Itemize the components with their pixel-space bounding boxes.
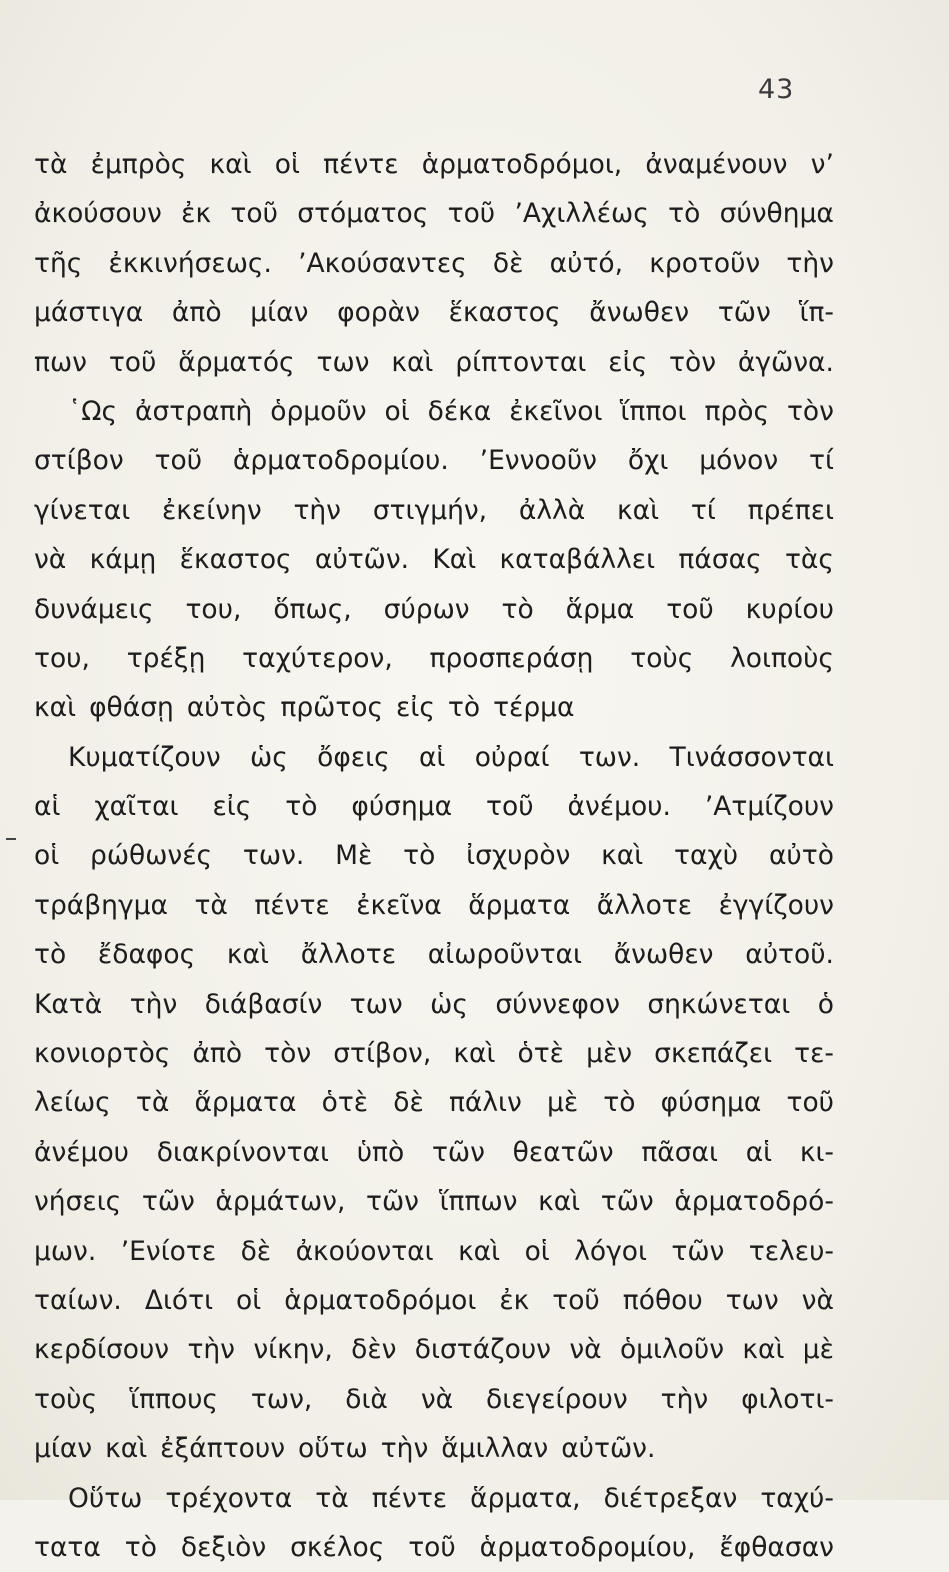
word: αἱ	[34, 791, 61, 823]
text-line	[34, 683, 834, 732]
word: Τινάσσονται	[669, 741, 834, 773]
word: πέντε	[323, 149, 399, 180]
word: κάμῃ	[89, 544, 157, 576]
word: των	[316, 346, 370, 378]
word: τελευ-	[748, 1235, 834, 1267]
word: λείως	[34, 1087, 111, 1119]
word: ἅρματα	[194, 1087, 297, 1119]
word: αὐτὸ	[768, 840, 834, 872]
word: σύννεφον	[495, 988, 620, 1020]
text-line	[34, 140, 834, 189]
word: τὰ	[34, 149, 68, 180]
word: Μὲ	[335, 840, 373, 872]
word: οἱ	[236, 1284, 262, 1316]
word: ἔφθασαν	[719, 1531, 834, 1563]
word: νὰ	[34, 544, 67, 576]
word: πᾶσαι	[641, 1136, 718, 1168]
word: εἰς	[608, 346, 648, 378]
text-line	[34, 486, 834, 535]
word: τρέχοντα	[165, 1482, 293, 1514]
word: καὶ	[391, 346, 434, 378]
word: ἄλλοτε	[300, 939, 397, 971]
text-line	[34, 831, 834, 880]
word: σύρων	[383, 593, 470, 625]
word: ἵππων	[439, 1186, 518, 1218]
word: δεξιὸν	[180, 1531, 267, 1563]
word: ἕκαστος	[448, 297, 561, 329]
word: ’Ακούσαντες	[298, 247, 467, 279]
word: ἐκείνην	[161, 494, 262, 526]
word: αἱ	[745, 1136, 773, 1168]
word: τὴν	[187, 1334, 235, 1366]
word: καὶ	[458, 1235, 501, 1267]
word: οὐραί	[474, 741, 550, 773]
word: διὰ	[345, 1383, 388, 1415]
word: ὁμιλοῦν	[619, 1334, 725, 1366]
word: ἀνέμου	[34, 1136, 130, 1168]
word: τὴν	[660, 1383, 709, 1415]
word: ἀλλὰ	[518, 494, 586, 526]
text-line	[34, 387, 834, 436]
word: διστάζουν	[414, 1334, 551, 1366]
word: ὁρμοῦν	[270, 395, 367, 427]
word: ἐγγίζουν	[718, 889, 834, 921]
word: τέρμα	[493, 692, 575, 724]
word: ἀστραπὴ	[135, 395, 253, 427]
word: ὡς	[250, 741, 288, 773]
word: ἅρματα	[468, 889, 571, 921]
word: αὐτό,	[549, 247, 624, 279]
word: ταίων.	[34, 1284, 122, 1316]
word: φύσημα	[351, 791, 453, 823]
text-line	[34, 1177, 834, 1226]
text-line	[34, 535, 834, 584]
word: τε-	[794, 1038, 834, 1070]
word: τὸν	[786, 395, 834, 427]
word: ἅρματα,	[470, 1482, 581, 1514]
word: Καὶ	[432, 544, 477, 576]
word: ἀνέμου.	[567, 791, 671, 823]
word: καὶ	[617, 494, 660, 526]
word: των,	[250, 1383, 313, 1415]
word: τῆς	[34, 247, 83, 279]
word: ἄνωθεν	[613, 939, 714, 971]
word: τὸ	[403, 840, 436, 872]
word: ἐκκινήσεως.	[108, 247, 272, 279]
word: μόνον	[699, 445, 779, 477]
word: τὸν	[264, 1038, 312, 1070]
text-line	[34, 1523, 834, 1572]
word: καταβάλλει	[499, 544, 656, 576]
word: ἀκούσουν	[34, 198, 162, 230]
word: φορὰν	[337, 297, 420, 329]
word: τὰς	[784, 544, 834, 576]
word: ὄφεις	[317, 741, 390, 773]
word: Διότι	[144, 1284, 214, 1316]
word: τῶν	[717, 297, 771, 329]
word: τῶν	[671, 1235, 725, 1267]
word: κερδίσουν	[34, 1334, 170, 1366]
word: διέτρεξαν	[603, 1482, 738, 1514]
word: ἀναμένουν	[645, 149, 788, 180]
word: προσπεράσῃ	[429, 642, 594, 674]
word: ἐκεῖνοι	[509, 395, 603, 427]
word: ἅμιλλαν	[441, 1433, 549, 1465]
word: μων.	[34, 1235, 97, 1267]
word: πάσας	[678, 544, 762, 576]
word: ἁρματοδρό-	[674, 1186, 834, 1218]
word: τοῦ	[666, 593, 714, 625]
word: τοῦ	[154, 445, 203, 477]
word: νὰ	[569, 1334, 602, 1366]
word: πόθου	[622, 1284, 703, 1316]
word: ἅρμα	[565, 593, 635, 625]
word: τὸ	[447, 692, 481, 724]
word: πρῶτος	[280, 692, 384, 724]
word: τῶν	[141, 1186, 195, 1218]
word: διεγείρουν	[486, 1383, 628, 1415]
word: ’Εννοοῦν	[479, 445, 597, 477]
text-line	[34, 189, 834, 238]
word: τῶν	[366, 1186, 419, 1218]
word: καὶ	[34, 692, 77, 724]
word: ἁρματοδρόμοι,	[421, 149, 623, 180]
word: τρέξῃ	[126, 642, 206, 674]
word: τὴν	[786, 247, 834, 279]
word: ἐκεῖνα	[356, 889, 442, 921]
word: εἰς	[212, 791, 252, 823]
word: γίνεται	[34, 494, 131, 526]
body-text	[34, 140, 834, 1572]
word: τὰ	[315, 1482, 349, 1514]
word: τὴν	[293, 494, 341, 526]
word: ῾Ως	[68, 395, 118, 427]
word: τράβηγμα	[34, 889, 168, 921]
word: διάβασίν	[204, 988, 323, 1020]
word: αὐτῶν.	[561, 1433, 656, 1465]
word: ἅρματός	[178, 346, 295, 378]
word: των	[349, 988, 403, 1020]
word: τοὺς	[34, 1383, 98, 1415]
word: λοιποὺς	[730, 642, 834, 674]
word: διακρίνονται	[156, 1136, 329, 1168]
text-line	[34, 585, 834, 634]
word: αὐτοῦ.	[745, 939, 834, 971]
word: ἁρματοδρομίου,	[479, 1531, 696, 1563]
word: φθάσῃ	[89, 692, 174, 724]
word: χαῖται	[94, 791, 179, 823]
word: ταχύτερον,	[242, 642, 393, 674]
word: καὶ	[742, 1334, 785, 1366]
word: τὴν	[129, 988, 178, 1020]
text-line	[34, 1029, 834, 1078]
word: τοὺς	[630, 642, 694, 674]
word: σκεπάζει	[654, 1038, 773, 1070]
word: ἁρματοδρομίου.	[232, 445, 449, 477]
word: κροτοῦν	[649, 247, 761, 279]
word: ἀπὸ	[192, 1038, 243, 1070]
word: ἐκ	[499, 1284, 530, 1316]
word: θεατῶν	[512, 1136, 614, 1168]
word: οἱ	[274, 149, 300, 180]
word: καὶ	[453, 1038, 496, 1070]
word: στίβον	[34, 445, 124, 477]
word: εἰς	[396, 692, 435, 724]
word: τατα	[34, 1531, 101, 1563]
word: ἔδαφος	[97, 939, 196, 971]
word: ὅπως,	[273, 593, 352, 625]
word: ρώθωνές	[90, 840, 213, 872]
text-line	[34, 1424, 834, 1473]
word: φύσημα	[660, 1087, 762, 1119]
word: δὲ	[240, 1235, 272, 1267]
word: ἀγῶνα.	[737, 346, 834, 378]
word: ’Ατμίζουν	[704, 791, 834, 823]
word: πρέπει	[747, 494, 834, 526]
word: νίκην,	[253, 1334, 333, 1366]
word: δυνάμεις	[34, 593, 154, 625]
word: ἄλλοτε	[596, 889, 693, 921]
word: καὶ	[226, 939, 269, 971]
word: τοῦ	[447, 198, 496, 230]
word: κονιορτὸς	[34, 1038, 171, 1070]
word: ἵππους	[130, 1383, 218, 1415]
word: ἐκ	[181, 198, 212, 230]
text-line	[34, 1276, 834, 1325]
word: ν’	[810, 149, 834, 180]
word: ρίπτονται	[455, 346, 587, 378]
word: ὁ	[817, 988, 834, 1020]
text-line	[34, 1375, 834, 1424]
word: δὲ	[393, 1087, 424, 1119]
word: οἱ	[524, 1235, 550, 1267]
word: στίβον,	[333, 1038, 432, 1070]
word: νήσεις	[34, 1186, 122, 1218]
word: κυρίου	[745, 593, 834, 625]
word: λόγοι	[574, 1235, 647, 1267]
word: ὁτὲ	[321, 1087, 369, 1119]
word: τῶν	[431, 1136, 485, 1168]
text-line	[34, 338, 834, 387]
word: των.	[242, 840, 305, 872]
word: ἵπ-	[799, 297, 834, 329]
word: τὸ	[124, 1531, 157, 1563]
text-line	[34, 733, 834, 782]
word: των.	[578, 741, 641, 773]
word: καὶ	[209, 149, 252, 180]
text-line	[34, 1078, 834, 1127]
word: δὲν	[351, 1334, 397, 1366]
word: πρὸς	[704, 395, 769, 427]
word: νὰ	[801, 1284, 834, 1316]
word: τὴν	[380, 1433, 429, 1465]
word: τοῦ	[486, 791, 534, 823]
text-line	[34, 930, 834, 979]
word: τὸν	[669, 346, 717, 378]
word: ’Αχιλλέως	[514, 198, 649, 230]
word: καὶ	[105, 1433, 148, 1465]
word: Κυματίζουν	[68, 741, 221, 773]
word: Κατὰ	[34, 988, 103, 1020]
word: αἰωροῦνται	[427, 939, 582, 971]
word: ὄχι	[627, 445, 669, 477]
word: ταχὺ	[674, 840, 739, 872]
text-line	[34, 1128, 834, 1177]
word: νὰ	[420, 1383, 454, 1415]
word: καὶ	[601, 840, 644, 872]
word: τοῦ	[552, 1284, 600, 1316]
word: αὐτὸς	[186, 692, 268, 724]
word: τοῦ	[408, 1531, 456, 1563]
word: Οὕτω	[68, 1482, 143, 1514]
word: του,	[185, 593, 242, 625]
word: σηκώνεται	[647, 988, 791, 1020]
word: οὕτω	[298, 1433, 368, 1465]
word: οἱ	[34, 840, 60, 872]
word: δὲ	[492, 247, 524, 279]
word: ἕκαστος	[179, 544, 292, 576]
word: ἐξάπτουν	[160, 1433, 285, 1465]
word: τὸ	[603, 1087, 636, 1119]
word: οἱ	[384, 395, 410, 427]
text-line	[34, 1325, 834, 1374]
word: τὸ	[501, 593, 534, 625]
word: μὲ	[546, 1087, 579, 1119]
word: πάλιν	[448, 1087, 522, 1119]
word: τί	[690, 494, 716, 526]
word: ἰσχυρὸν	[466, 840, 571, 872]
margin-mark	[6, 838, 16, 840]
word: τί	[809, 445, 834, 477]
word: ἀπὸ	[171, 297, 222, 329]
word: ἁρμάτων,	[215, 1186, 346, 1218]
page-number: 43	[758, 74, 795, 105]
word: στιγμήν,	[372, 494, 488, 526]
word: ἀκούονται	[295, 1235, 434, 1267]
word: ὡς	[430, 988, 468, 1020]
text-line	[34, 239, 834, 288]
word: φιλοτι-	[741, 1383, 834, 1415]
word: ὁτὲ	[517, 1038, 565, 1070]
word: ἐμπρὸς	[90, 149, 187, 180]
word: δέκα	[427, 395, 492, 427]
text-line	[34, 288, 834, 337]
word: ἁρματοδρόμοι	[284, 1284, 477, 1316]
word: τοῦ	[108, 346, 157, 378]
text-line	[34, 436, 834, 485]
word: τὸ	[285, 791, 318, 823]
word: τῶν	[600, 1186, 654, 1218]
word: τὸ	[34, 939, 67, 971]
word: ἄνωθεν	[589, 297, 690, 329]
word: του,	[34, 642, 90, 674]
word: σύνθημα	[719, 198, 834, 230]
word: αὐτῶν.	[314, 544, 410, 576]
text-line	[34, 980, 834, 1029]
word: πέντε	[254, 889, 330, 921]
word: μὲ	[802, 1334, 834, 1366]
word: κι-	[799, 1136, 834, 1168]
word: στόματος	[297, 198, 429, 230]
word: μάστιγα	[34, 297, 144, 329]
word: σκέλος	[290, 1531, 385, 1563]
text-line	[34, 881, 834, 930]
word: ἵπποι	[620, 395, 687, 427]
word: τοῦ	[230, 198, 278, 230]
word: μὲν	[586, 1038, 633, 1070]
word: καὶ	[538, 1186, 581, 1218]
word: πέντε	[371, 1482, 448, 1514]
word: αἱ	[418, 741, 446, 773]
word: τὸ	[668, 198, 701, 230]
word: τὰ	[135, 1087, 170, 1119]
word: ταχύ-	[760, 1482, 834, 1514]
word: ’Ενίοτε	[120, 1235, 217, 1267]
word: ὑπὸ	[356, 1136, 405, 1168]
word: τὰ	[194, 889, 228, 921]
text-line	[34, 782, 834, 831]
word: μίαν	[250, 297, 309, 329]
text-line	[34, 1474, 834, 1523]
text-line	[34, 1227, 834, 1276]
word: μίαν	[34, 1433, 93, 1465]
word: πων	[34, 346, 87, 378]
text-line	[34, 634, 834, 683]
word: των	[725, 1284, 779, 1316]
word: τοῦ	[786, 1087, 834, 1119]
